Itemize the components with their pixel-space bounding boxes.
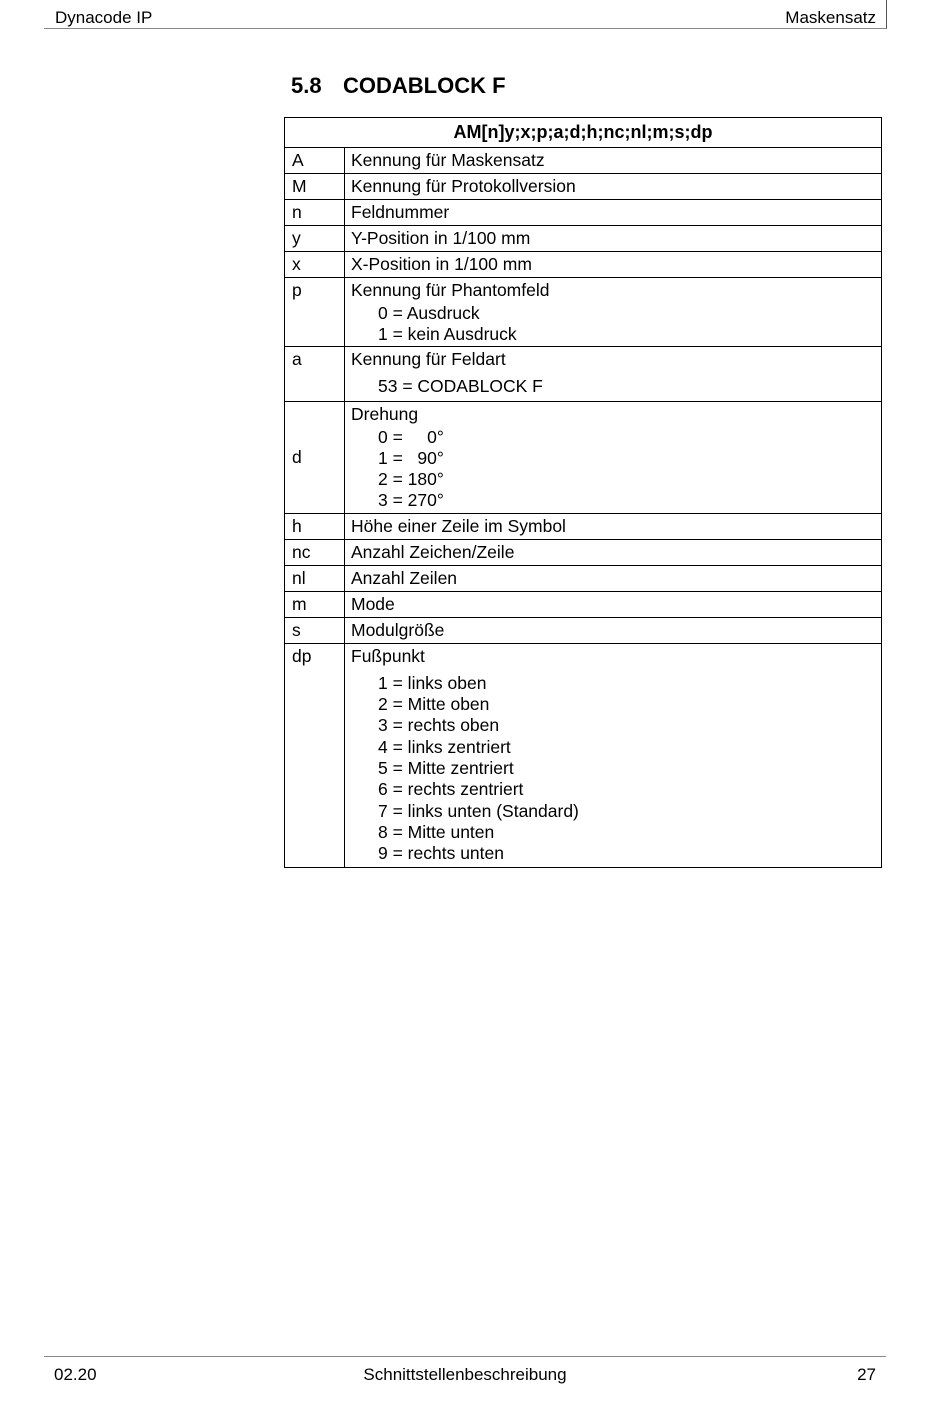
param-desc: Y-Position in 1/100 mm (345, 226, 882, 252)
option-line: 4 = links zentriert (378, 736, 511, 757)
param-desc: Höhe einer Zeile im Symbol (345, 513, 882, 539)
table-row (285, 643, 882, 868)
footer-version: 02.20 (54, 1365, 97, 1384)
table-row (285, 617, 882, 643)
table-row (285, 539, 882, 565)
table-row (285, 200, 882, 226)
param-desc (345, 643, 882, 868)
table-row (285, 565, 882, 591)
param-key-label: a (292, 348, 302, 369)
param-desc: Anzahl Zeilen (345, 565, 882, 591)
table-row (285, 278, 882, 347)
param-desc: Mode (345, 591, 882, 617)
param-key: y (285, 226, 345, 252)
table-row (285, 252, 882, 278)
param-key (285, 278, 345, 347)
param-key: d (285, 401, 345, 513)
table-row (285, 174, 882, 200)
param-desc (345, 346, 882, 401)
param-desc-label: Drehung (351, 403, 419, 424)
param-key: nl (285, 565, 345, 591)
param-key: n (285, 200, 345, 226)
option-line: 3 = rechts oben (378, 715, 500, 736)
option-line: 0 = 0° (378, 426, 444, 447)
option-line: 1 = links oben (378, 672, 487, 693)
syntax-cell: AM[n]y;x;p;a;d;h;nc;nl;m;s;dp (285, 118, 882, 148)
section-name: CODABLOCK F (343, 73, 506, 98)
option-line: 1 = kein Ausdruck (378, 324, 517, 345)
param-desc: Kennung für Maskensatz (345, 148, 882, 174)
param-key-label: dp (292, 645, 312, 666)
param-desc-label: Kennung für Phantomfeld (351, 280, 550, 300)
param-desc: Anzahl Zeichen/Zeile (345, 539, 882, 565)
section-title (291, 73, 506, 99)
option-line: 6 = rechts zentriert (378, 779, 524, 800)
table-header-row (285, 118, 882, 148)
header-chapter: Maskensatz (785, 8, 876, 27)
option-line: 9 = rechts unten (378, 843, 504, 864)
param-key: A (285, 148, 345, 174)
page-number: 27 (857, 1365, 876, 1384)
parameter-table (284, 117, 882, 868)
option-line: 7 = links unten (Standard) (378, 800, 579, 821)
option-line: 0 = Ausdruck (378, 303, 480, 323)
option-line: 3 = 270° (378, 490, 444, 511)
param-key: nc (285, 539, 345, 565)
option-line: 2 = Mitte oben (378, 694, 490, 715)
param-key (285, 346, 345, 401)
param-desc (345, 401, 882, 513)
section-number: 5.8 (291, 73, 322, 98)
param-desc: Kennung für Protokollversion (345, 174, 882, 200)
param-desc: Modulgröße (345, 617, 882, 643)
option-line: 2 = 180° (378, 469, 444, 490)
param-key: M (285, 174, 345, 200)
table-row (285, 226, 882, 252)
footer-document-title: Schnittstellenbeschreibung (363, 1365, 567, 1384)
param-desc: X-Position in 1/100 mm (345, 252, 882, 278)
option-line: 5 = Mitte zentriert (378, 757, 514, 778)
option-line: 1 = 90° (378, 447, 444, 468)
param-key: x (285, 252, 345, 278)
param-desc-label: Fußpunkt (351, 645, 425, 666)
table-row (285, 148, 882, 174)
param-key (285, 643, 345, 868)
page-footer (44, 1356, 886, 1397)
option-line: 8 = Mitte unten (378, 821, 495, 842)
page-header (44, 0, 887, 29)
param-key: h (285, 513, 345, 539)
param-key-label: p (292, 280, 302, 300)
param-desc: Feldnummer (345, 200, 882, 226)
param-desc (345, 278, 882, 347)
table-row (285, 346, 882, 401)
table-row (285, 401, 882, 513)
table-row (285, 591, 882, 617)
table-row (285, 513, 882, 539)
param-key: m (285, 591, 345, 617)
param-key: s (285, 617, 345, 643)
param-desc-label: Kennung für Feldart (351, 348, 506, 369)
header-product: Dynacode IP (55, 8, 153, 27)
option-line: 53 = CODABLOCK F (378, 375, 543, 396)
